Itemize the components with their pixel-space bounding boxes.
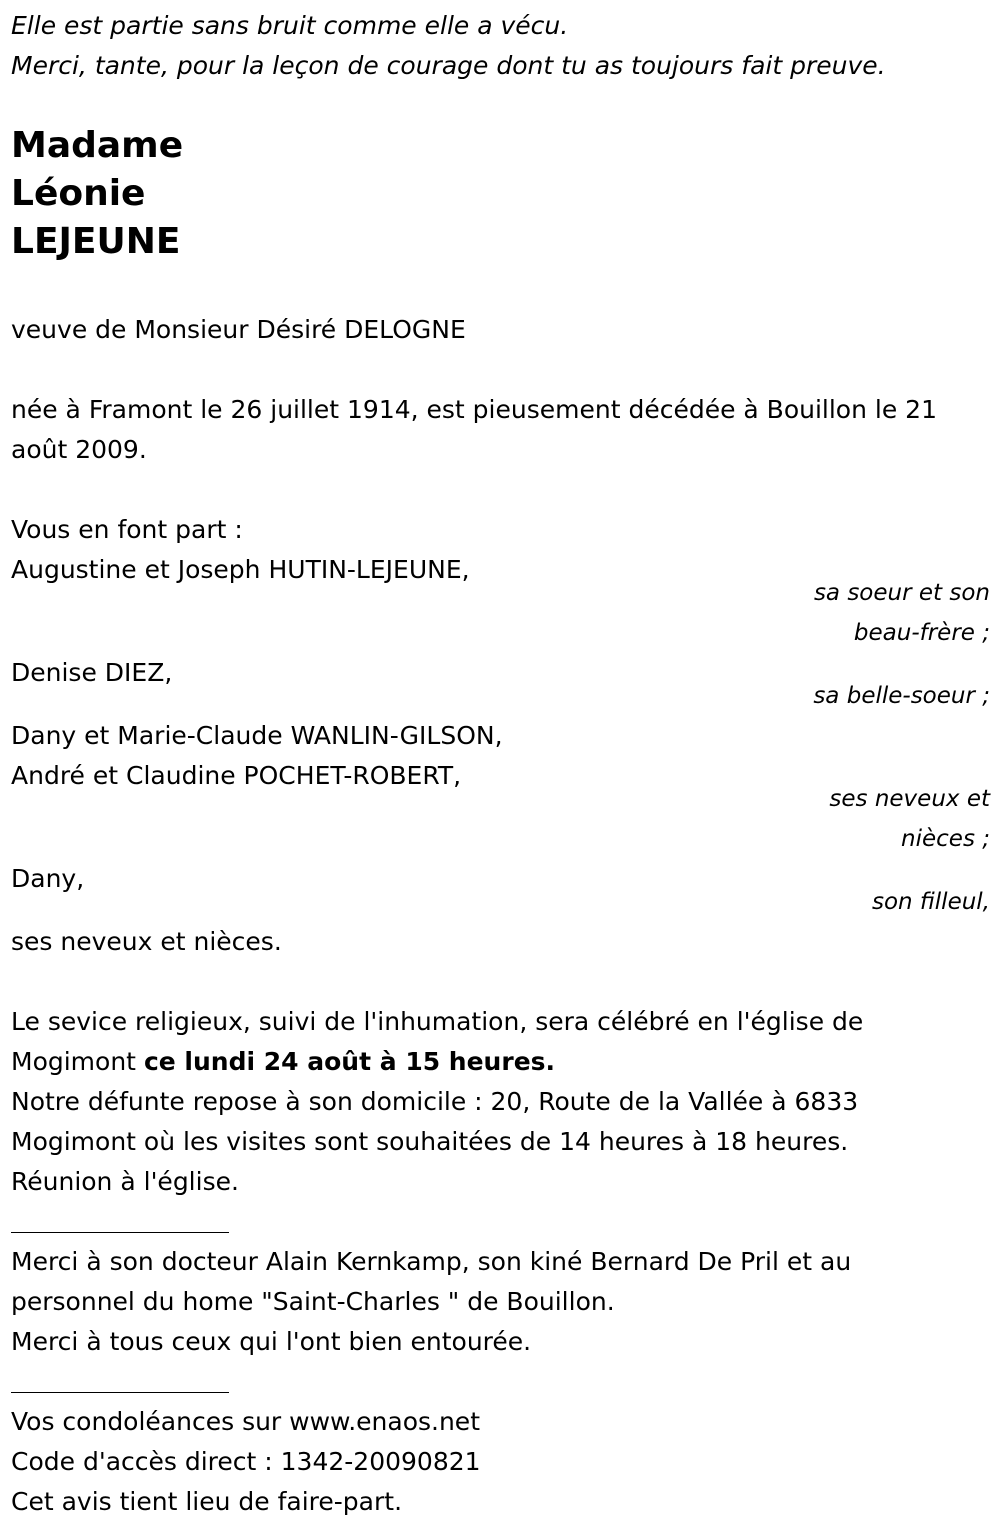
family-names: Dany, [11, 864, 85, 893]
family-names: Dany et Marie-Claude WANLIN-GILSON, [11, 721, 503, 750]
announcement-intro: Vous en font part : [11, 515, 243, 544]
service-date: ce lundi 24 août à 15 heures. [143, 1047, 556, 1076]
announcement-closing: ses neveux et nièces. [11, 927, 282, 956]
access-code-line: Code d'accès direct : 1342-20090821 [11, 1447, 481, 1476]
family-names: André et Claudine POCHET-ROBERT, [11, 761, 462, 790]
birth-death-line-1: née à Framont le 26 juillet 1914, est pieusement décédée à Bouillon le 21 [11, 395, 937, 424]
thanks-line-3: Merci à tous ceux qui l'ont bien entourée. [11, 1327, 532, 1356]
first-name: Léonie [11, 173, 146, 214]
last-name: LEJEUNE [11, 221, 181, 262]
service-place: Mogimont [11, 1047, 144, 1076]
widow-of: veuve de Monsieur Désiré DELOGNE [11, 315, 466, 344]
salutation: Madame [11, 125, 184, 166]
family-relation: beau-frère ; [853, 620, 990, 646]
service-line-5: Réunion à l'église. [11, 1167, 239, 1196]
family-names: Augustine et Joseph HUTIN-LEJEUNE, [11, 555, 470, 584]
service-line-1: Le sevice religieux, suivi de l'inhumation, sera célébré en l'église de [11, 1007, 864, 1036]
epigraph-line-1: Elle est partie sans bruit comme elle a vécu. [11, 11, 569, 40]
condolences-line: Vos condoléances sur www.enaos.net [11, 1407, 480, 1436]
family-names: Denise DIEZ, [11, 658, 173, 687]
separator-rule [11, 1232, 229, 1233]
birth-death-line-2: août 2009. [11, 435, 147, 464]
family-relation: sa soeur et son [813, 580, 990, 606]
family-relation: sa belle-soeur ; [813, 683, 990, 709]
epigraph-line-2: Merci, tante, pour la leçon de courage dont tu as toujours fait preuve. [11, 51, 886, 80]
notice-line: Cet avis tient lieu de faire-part. [11, 1487, 403, 1516]
thanks-line-1: Merci à son docteur Alain Kernkamp, son kiné Bernard De Pril et au [11, 1247, 852, 1276]
separator-rule [11, 1392, 229, 1393]
service-line-3: Notre défunte repose à son domicile : 20, Route de la Vallée à 6833 [11, 1087, 859, 1116]
family-relation: son filleul, [871, 889, 990, 915]
thanks-line-2: personnel du home "Saint-Charles " de Bouillon. [11, 1287, 615, 1316]
service-line-2 [11, 1042, 555, 1082]
family-relation: nièces ; [901, 826, 990, 852]
service-line-4: Mogimont où les visites sont souhaitées de 14 heures à 18 heures. [11, 1127, 849, 1156]
family-relation: ses neveux et [829, 786, 990, 812]
